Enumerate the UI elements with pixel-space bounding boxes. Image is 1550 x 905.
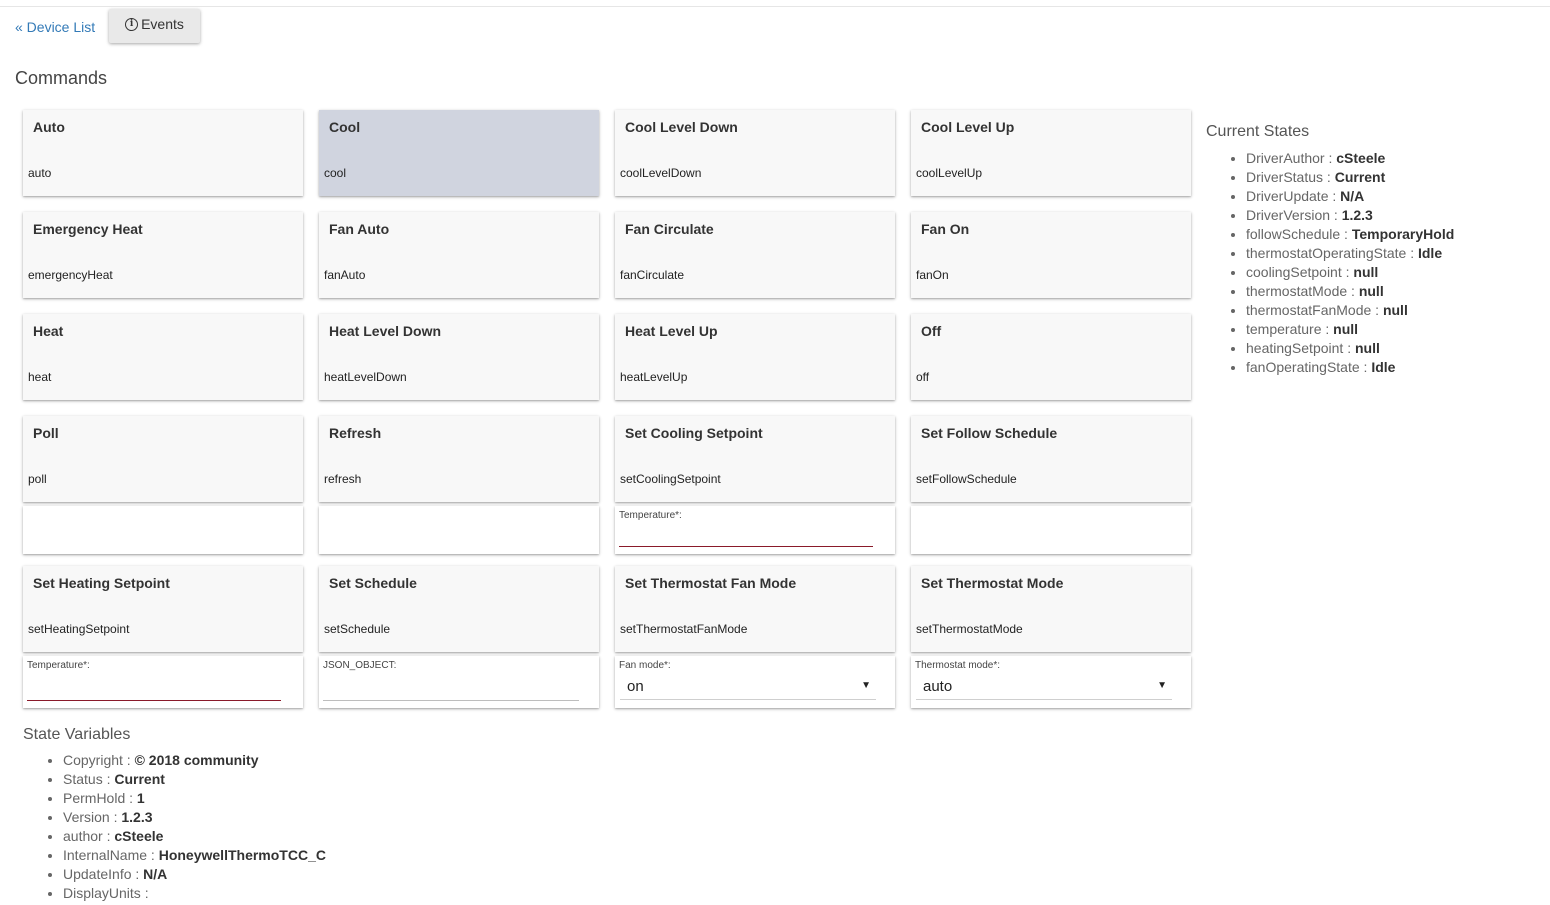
chevron-down-icon: ▼ (861, 680, 871, 691)
command-params-set-thermostat-fan-mode (615, 656, 895, 708)
command-title: Heat Level Up (625, 323, 718, 339)
state-key: coolingSetpoint : (1246, 264, 1354, 280)
command-params-set-follow-schedule (911, 506, 1191, 554)
state-key: thermostatFanMode : (1246, 302, 1383, 318)
param-input[interactable] (619, 524, 873, 547)
command-title: Emergency Heat (33, 221, 143, 237)
command-button-refresh[interactable] (319, 416, 599, 502)
command-button-cool-level-down[interactable] (615, 110, 895, 196)
command-button-heat[interactable] (23, 314, 303, 400)
state-item (1246, 282, 1454, 301)
current-states-panel (1206, 123, 1454, 377)
command-button-set-follow-schedule[interactable] (911, 416, 1191, 502)
command-button-fan-auto[interactable] (319, 212, 599, 298)
command-title: Refresh (329, 425, 382, 441)
state-value: 1 (136, 790, 145, 806)
state-value: 1.2.3 (121, 809, 153, 825)
param-input[interactable] (27, 678, 281, 701)
state-value: TemporaryHold (1351, 226, 1455, 242)
state-value: null (1382, 302, 1408, 318)
state-key: PermHold : (63, 790, 137, 806)
command-button-fan-on[interactable] (911, 212, 1191, 298)
state-item (1246, 168, 1454, 187)
state-key: Status : (63, 771, 115, 787)
state-value: null (1358, 283, 1384, 299)
current-states-list (1206, 149, 1454, 377)
command-button-set-schedule[interactable] (319, 566, 599, 652)
state-key: DisplayUnits : (63, 885, 149, 901)
state-value: © 2018 community (134, 752, 259, 768)
state-key: thermostatOperatingState : (1246, 245, 1418, 261)
state-variables-panel (23, 726, 326, 903)
command-name: setSchedule (324, 622, 391, 636)
command-title: Heat (33, 323, 64, 339)
command-button-cool[interactable] (319, 110, 599, 196)
command-name: heatLevelUp (620, 370, 688, 384)
command-params-set-thermostat-mode (911, 656, 1191, 708)
top-divider (0, 6, 1550, 7)
command-title: Fan Circulate (625, 221, 714, 237)
state-item (63, 865, 326, 884)
state-key: temperature : (1246, 321, 1334, 337)
command-title: Heat Level Down (329, 323, 442, 339)
state-value: Idle (1417, 245, 1443, 261)
command-name: poll (28, 472, 47, 486)
state-key: InternalName : (63, 847, 159, 863)
state-value: Idle (1371, 359, 1396, 375)
param-label: Temperature*: (27, 660, 90, 671)
events-button[interactable] (109, 9, 200, 43)
state-item (63, 846, 326, 865)
state-item (1246, 225, 1454, 244)
param-label: Fan mode*: (619, 660, 671, 671)
state-item (63, 808, 326, 827)
command-name: setHeatingSetpoint (28, 622, 130, 636)
commands-heading: Commands (15, 68, 108, 88)
command-name: heatLevelDown (324, 370, 407, 384)
state-key: heatingSetpoint : (1246, 340, 1355, 356)
state-variables-list (23, 751, 326, 903)
param-input[interactable] (323, 678, 579, 701)
command-params-set-cooling-setpoint (615, 506, 895, 554)
state-key: DriverVersion : (1246, 207, 1342, 223)
state-item (1246, 206, 1454, 225)
command-title: Fan Auto (329, 221, 390, 237)
command-button-off[interactable] (911, 314, 1191, 400)
state-key: fanOperatingState : (1246, 359, 1372, 375)
state-key: Version : (63, 809, 122, 825)
command-params-poll (23, 506, 303, 554)
command-title: Set Schedule (329, 575, 417, 591)
command-title: Set Thermostat Mode (921, 575, 1064, 591)
command-title: Cool (329, 119, 361, 135)
command-name: setThermostatMode (916, 622, 1023, 636)
command-title: Set Follow Schedule (921, 425, 1058, 441)
command-button-poll[interactable] (23, 416, 303, 502)
state-key: followSchedule : (1246, 226, 1352, 242)
command-button-set-heating-setpoint[interactable] (23, 566, 303, 652)
state-item (1246, 149, 1454, 168)
command-title: Fan On (921, 221, 970, 237)
state-key: thermostatMode : (1246, 283, 1359, 299)
command-params-set-heating-setpoint (23, 656, 303, 708)
command-title: Set Heating Setpoint (33, 575, 170, 591)
chevron-down-icon: ▼ (1157, 680, 1167, 691)
param-select-value: auto (923, 678, 953, 695)
device-list-link[interactable]: « Device List (15, 19, 96, 35)
state-item (63, 751, 326, 770)
state-key: DriverStatus : (1246, 169, 1335, 185)
command-title: Off (921, 323, 942, 339)
command-params-refresh (319, 506, 599, 554)
command-name: emergencyHeat (28, 268, 113, 282)
command-name: off (916, 370, 930, 384)
state-item (63, 789, 326, 808)
state-value: cSteele (114, 828, 164, 844)
state-value: N/A (143, 866, 168, 882)
state-item (1246, 320, 1454, 339)
state-value: cSteele (1336, 150, 1386, 166)
command-button-set-thermostat-mode[interactable] (911, 566, 1191, 652)
command-button-heat-level-down[interactable] (319, 314, 599, 400)
command-button-auto[interactable] (23, 110, 303, 196)
state-item (1246, 244, 1454, 263)
current-states-title: Current States (1206, 123, 1310, 140)
command-params-set-schedule (319, 656, 599, 708)
state-item (63, 884, 326, 903)
state-value: null (1333, 321, 1359, 337)
command-name: refresh (324, 472, 362, 486)
command-name: fanOn (916, 268, 949, 282)
command-title: Auto (33, 119, 65, 135)
command-title: Set Cooling Setpoint (625, 425, 763, 441)
state-value: HoneywellThermoTCC_C (158, 847, 326, 863)
command-button-emergency-heat[interactable] (23, 212, 303, 298)
state-item (1246, 263, 1454, 282)
state-value: Current (1334, 169, 1386, 185)
command-name: auto (28, 166, 52, 180)
command-name: setThermostatFanMode (620, 622, 748, 636)
state-item (1246, 301, 1454, 320)
param-label: JSON_OBJECT: (323, 660, 397, 671)
state-key: UpdateInfo : (63, 866, 144, 882)
state-value: Current (114, 771, 165, 787)
command-name: fanCirculate (620, 268, 685, 282)
state-key: DriverUpdate : (1246, 188, 1341, 204)
state-value: N/A (1340, 188, 1365, 204)
command-button-fan-circulate[interactable] (615, 212, 895, 298)
param-select[interactable] (620, 674, 876, 700)
command-name: cool (324, 166, 347, 180)
param-select-value: on (627, 678, 644, 695)
state-item (1246, 187, 1454, 206)
state-key: DriverAuthor : (1246, 150, 1337, 166)
state-item (1246, 358, 1454, 377)
state-key: author : (63, 828, 115, 844)
state-variables-title: State Variables (23, 726, 131, 743)
events-button-label: Events (141, 16, 184, 32)
command-title: Poll (33, 425, 59, 441)
param-label: Thermostat mode*: (915, 660, 1001, 671)
command-name: coolLevelUp (916, 166, 983, 180)
state-item (63, 827, 326, 846)
state-value: null (1353, 264, 1379, 280)
state-key: Copyright : (63, 752, 135, 768)
state-item (1246, 339, 1454, 358)
command-title: Cool Level Down (625, 119, 738, 135)
command-name: fanAuto (324, 268, 366, 282)
param-select[interactable] (916, 674, 1172, 700)
state-value: 1.2.3 (1341, 207, 1373, 223)
command-button-cool-level-up[interactable] (911, 110, 1191, 196)
command-title: Set Thermostat Fan Mode (625, 575, 797, 591)
param-label: Temperature*: (619, 510, 682, 521)
command-name: setCoolingSetpoint (620, 472, 721, 486)
command-button-set-cooling-setpoint[interactable] (615, 416, 895, 502)
command-button-set-thermostat-fan-mode[interactable] (615, 566, 895, 652)
command-name: coolLevelDown (620, 166, 702, 180)
command-name: heat (28, 370, 52, 384)
command-title: Cool Level Up (921, 119, 1015, 135)
command-button-heat-level-up[interactable] (615, 314, 895, 400)
info-icon: i (125, 18, 138, 31)
command-name: setFollowSchedule (916, 472, 1017, 486)
state-value: null (1354, 340, 1380, 356)
state-item (63, 770, 326, 789)
